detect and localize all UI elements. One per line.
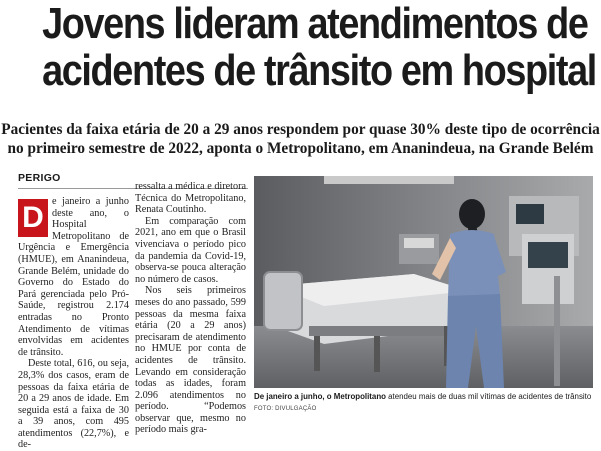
photo-credit: FOTO: DIVULGAÇÃO: [254, 406, 317, 412]
article-photo: [254, 176, 593, 388]
paragraph: ressalta a médica e diretora Técnica do Metropolitano, Renata Coutinho.: [135, 181, 246, 216]
photo-caption: [254, 392, 599, 402]
paragraph: Nos seis primeiros meses do ano passado, 599 pessoas da mesma faixa etária (20 a 29 anos) precisaram de atendimento no HMUE por conta de acidentes de trânsito. Levando em consideração todas as idades, foram 2.096 atendimentos no período. “Podemos observar que, mesmo no período mais gra-: [135, 285, 246, 436]
paragraph: [18, 196, 129, 358]
dropcap: D: [18, 199, 48, 237]
paragraph: Deste total, 616, ou seja, 28,3% dos casos, eram de pessoas da faixa etária de 20 a 29 anos de idade. Em seguida está a faixa de 30 a 39 anos, com 495 atendimentos (22,7%), e de-: [18, 358, 129, 451]
headline-line-2: acidentes de trânsito em hospital: [42, 46, 596, 95]
section-label: PERIGO: [18, 172, 61, 184]
article-column-1: [18, 196, 129, 451]
caption-bold: De janeiro a junho, o Metropolitano: [254, 392, 386, 401]
caption-text: atendeu mais de duas mil vítimas de acidentes de trânsito: [385, 392, 592, 401]
subheadline: [0, 120, 601, 158]
paragraph: Em comparação com 2021, ano em que o Brasil vivenciava o período pico da pandemia da Covid-19, observa-se pouca alteração no número de casos.: [135, 215, 246, 285]
hospital-room-image: [254, 176, 593, 388]
subheadline-line-1: Pacientes da faixa etária de 20 a 29 anos respondem por quase 30% deste tipo de ocorrência: [1, 121, 600, 138]
headline-line-1: Jovens lideram atendimentos de: [42, 0, 588, 48]
article-column-2: [135, 181, 246, 436]
paragraph-text: e janeiro a junho deste ano, o Hospital Metropolitano de Urgência e Emergência (HMUE), em Ananindeua, Grande Belém, unidade do Governo do Estado do Pará gerenciada pelo Pró-Saúde, registrou 2.174 entradas no Pronto Atendimento de vítimas envolvidas em acidentes de trânsito.: [18, 196, 129, 358]
subheadline-line-2: no primeiro semestre de 2022, aponta o Metropolitano, em Ananindeua, na Grande Belém: [7, 140, 594, 157]
headline: [42, 0, 596, 95]
